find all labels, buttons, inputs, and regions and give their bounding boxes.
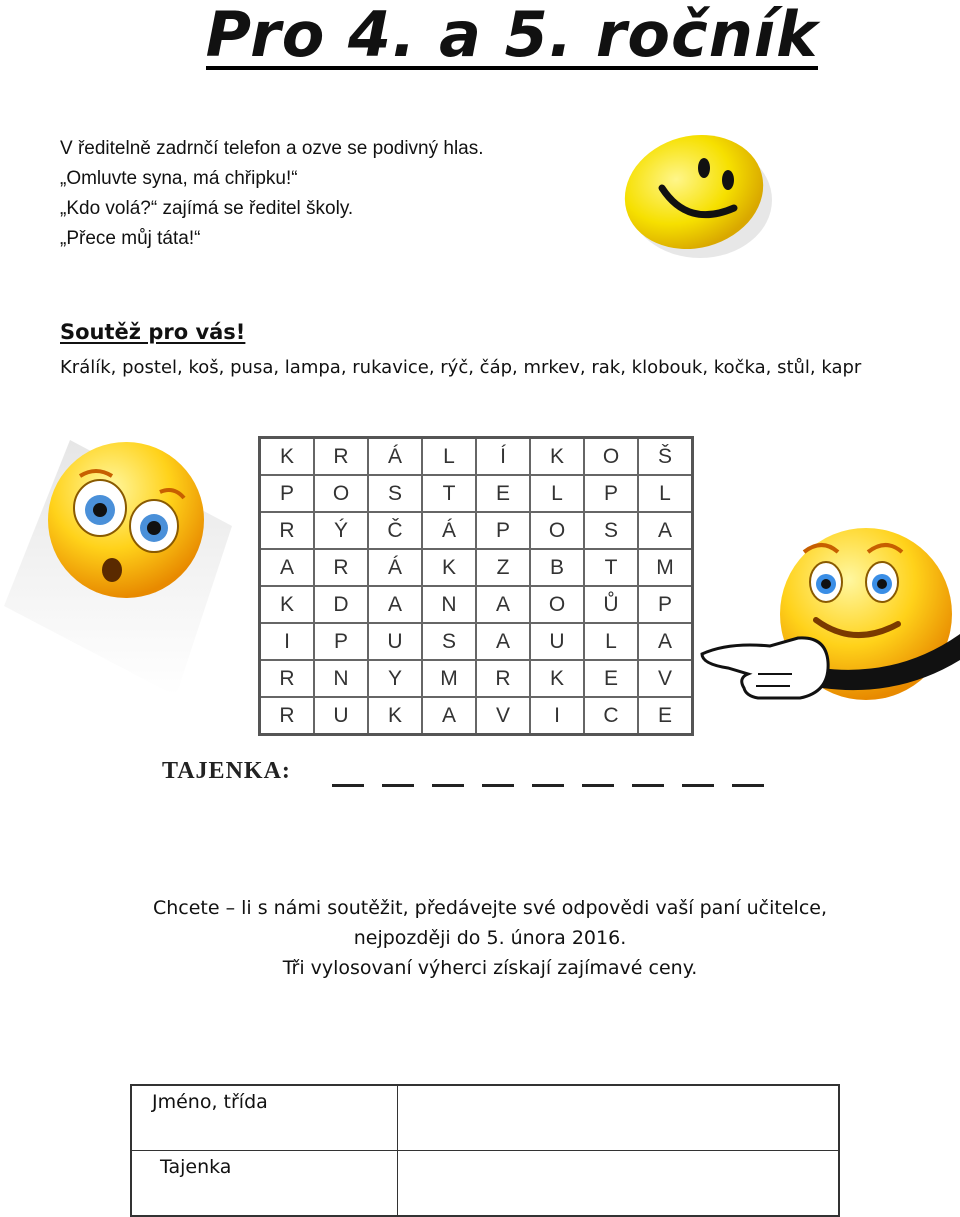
grid-cell: N xyxy=(314,660,368,697)
grid-cell: A xyxy=(638,512,693,549)
grid-cell: S xyxy=(584,512,638,549)
grid-cell: Í xyxy=(476,438,530,476)
grid-cell: B xyxy=(530,549,584,586)
answer-blank xyxy=(432,770,464,787)
grid-cell: K xyxy=(530,438,584,476)
word-search-grid xyxy=(258,436,694,736)
contest-info xyxy=(60,893,920,983)
answer-field[interactable] xyxy=(398,1151,840,1217)
grid-row xyxy=(260,586,693,623)
page-title: Pro 4. a 5. ročník xyxy=(205,0,819,71)
joke-line: „Omluvte syna, má chřipku!“ xyxy=(60,168,298,189)
grid-row xyxy=(260,438,693,476)
grid-cell: R xyxy=(314,549,368,586)
grid-cell: P xyxy=(314,623,368,660)
grid-cell: Ý xyxy=(314,512,368,549)
info-line: Chcete – li s námi soutěžit, předávejte své odpovědi vaší paní učitelce, xyxy=(152,897,828,919)
grid-cell: K xyxy=(260,586,315,623)
grid-cell: R xyxy=(260,697,315,735)
answer-label: Tajenka xyxy=(131,1151,398,1217)
answer-blank xyxy=(682,770,714,787)
grid-cell: O xyxy=(530,512,584,549)
grid-cell: R xyxy=(314,438,368,476)
info-line: nejpozději do 5. února 2016. xyxy=(353,927,627,949)
grid-cell: S xyxy=(422,623,476,660)
grid-cell: L xyxy=(422,438,476,476)
grid-cell: Á xyxy=(368,438,422,476)
grid-cell: P xyxy=(260,475,315,512)
grid-cell: M xyxy=(422,660,476,697)
joke-line: „Přece můj táta!“ xyxy=(60,228,201,249)
grid-cell: L xyxy=(584,623,638,660)
grid-cell: A xyxy=(638,623,693,660)
grid-cell: P xyxy=(476,512,530,549)
grid-cell: P xyxy=(638,586,693,623)
grid-cell: A xyxy=(476,586,530,623)
word-list: Králík, postel, koš, pusa, lampa, rukavice, rýč, čáp, mrkev, rak, klobouk, kočka, stůl, kapr xyxy=(60,357,862,378)
grid-cell: I xyxy=(260,623,315,660)
grid-cell: Z xyxy=(476,549,530,586)
name-class-label: Jméno, třída xyxy=(131,1085,398,1151)
answer-blank xyxy=(532,770,564,787)
grid-cell: T xyxy=(422,475,476,512)
grid-cell: U xyxy=(314,697,368,735)
name-class-field[interactable] xyxy=(398,1085,840,1151)
grid-cell: K xyxy=(368,697,422,735)
answer-form xyxy=(130,1084,840,1217)
answer-blank xyxy=(332,770,364,787)
grid-cell: A xyxy=(422,697,476,735)
grid-cell: T xyxy=(584,549,638,586)
joke-line: „Kdo volá?“ zajímá se ředitel školy. xyxy=(60,198,354,219)
grid-cell: Á xyxy=(368,549,422,586)
grid-cell: V xyxy=(476,697,530,735)
grid-cell: M xyxy=(638,549,693,586)
answer-blank xyxy=(732,770,764,787)
grid-row xyxy=(260,697,693,735)
grid-cell: O xyxy=(314,475,368,512)
grid-cell: P xyxy=(584,475,638,512)
joke-text xyxy=(60,134,484,254)
grid-cell: S xyxy=(368,475,422,512)
grid-row xyxy=(260,549,693,586)
grid-cell: E xyxy=(476,475,530,512)
grid-cell: A xyxy=(260,549,315,586)
grid-cell: Á xyxy=(422,512,476,549)
grid-cell: E xyxy=(584,660,638,697)
answer-blank xyxy=(382,770,414,787)
grid-cell: O xyxy=(584,438,638,476)
answer-blank xyxy=(632,770,664,787)
contest-heading: Soutěž pro vás! xyxy=(60,320,246,344)
grid-cell: Š xyxy=(638,438,693,476)
grid-cell: O xyxy=(530,586,584,623)
grid-cell: U xyxy=(368,623,422,660)
answer-blank xyxy=(482,770,514,787)
info-line: Tři vylosovaní výherci získají zajímavé ceny. xyxy=(282,957,698,979)
grid-row xyxy=(260,660,693,697)
grid-cell: E xyxy=(638,697,693,735)
smiley-face-icon xyxy=(618,128,778,278)
grid-cell: R xyxy=(476,660,530,697)
grid-cell: I xyxy=(530,697,584,735)
grid-cell: C xyxy=(584,697,638,735)
grid-cell: U xyxy=(530,623,584,660)
grid-cell: V xyxy=(638,660,693,697)
grid-cell: K xyxy=(530,660,584,697)
grid-cell: R xyxy=(260,512,315,549)
grid-row xyxy=(260,512,693,549)
grid-cell: L xyxy=(638,475,693,512)
tajenka-blanks xyxy=(332,770,764,787)
grid-cell: K xyxy=(260,438,315,476)
grid-cell: N xyxy=(422,586,476,623)
grid-row xyxy=(260,623,693,660)
grid-cell: D xyxy=(314,586,368,623)
grid-cell: K xyxy=(422,549,476,586)
tajenka-label: TAJENKA: xyxy=(162,758,291,784)
grid-cell: A xyxy=(476,623,530,660)
grid-cell: L xyxy=(530,475,584,512)
grid-cell: Y xyxy=(368,660,422,697)
joke-line: V ředitelně zadrnčí telefon a ozve se podivný hlas. xyxy=(60,138,484,159)
surprised-face-icon xyxy=(0,436,236,706)
grid-cell: Č xyxy=(368,512,422,549)
pointing-smiley-icon xyxy=(698,528,960,708)
grid-row xyxy=(260,475,693,512)
grid-cell: A xyxy=(368,586,422,623)
grid-cell: R xyxy=(260,660,315,697)
answer-blank xyxy=(582,770,614,787)
grid-cell: Ů xyxy=(584,586,638,623)
